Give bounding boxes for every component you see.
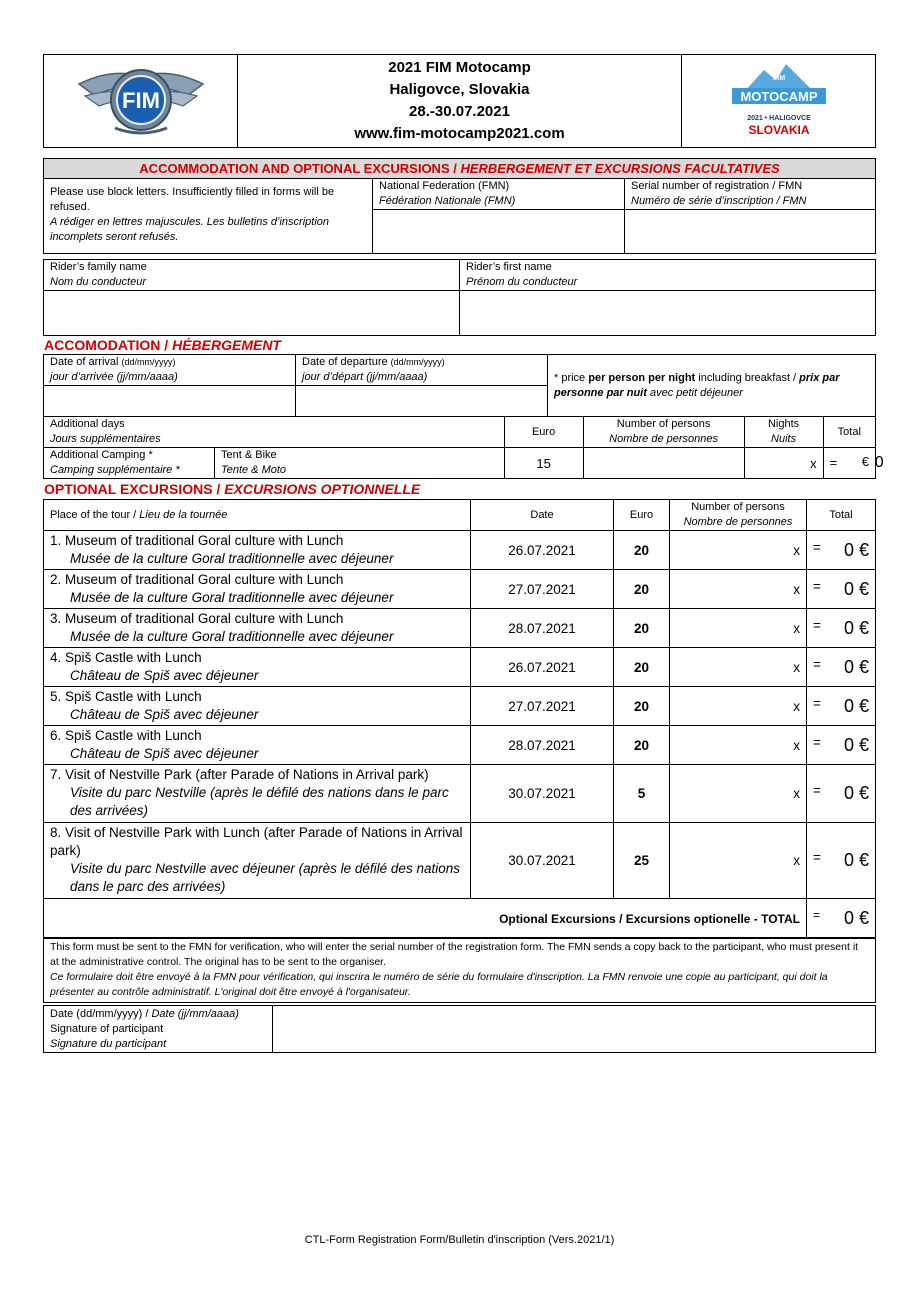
first-name-input[interactable] [460, 291, 876, 336]
camping-label-fr: Camping supplémentaire * [50, 464, 180, 476]
euro-header: Euro [504, 417, 583, 448]
family-name-input[interactable] [44, 291, 460, 336]
excursion-price: 20 [614, 570, 670, 609]
arrival-label-en: Date of arrival (dd/mm/yyyy) [50, 356, 176, 368]
col-total-header: Total [807, 500, 876, 531]
excursion-price: 20 [614, 687, 670, 726]
excursion-persons-input[interactable] [670, 648, 807, 687]
equals-sign: = [813, 783, 821, 798]
excursion-total-cell [807, 531, 876, 570]
excursion-total-cell [807, 570, 876, 609]
excursion-place-en: 6. Spiš Castle with Lunch [50, 728, 202, 743]
acc-excursions-table [43, 158, 876, 254]
svg-text:MOTOCAMP: MOTOCAMP [739, 88, 818, 104]
fmn-input[interactable] [373, 210, 625, 254]
excursion-date: 30.07.2021 [471, 765, 614, 823]
multiply-sign: x [793, 786, 800, 801]
instructions-fr: A rédiger en lettres majuscules. Les bulletins d’inscription incomplets seront refusés. [50, 216, 330, 243]
excursion-place-fr: Musée de la culture Goral traditionnelle avec déjeuner [70, 629, 394, 644]
serial-label-en: Serial number of registration / FMN [631, 180, 803, 192]
rider-table [43, 259, 876, 336]
equals-sign: = [813, 539, 821, 555]
excursion-row [44, 765, 876, 823]
excursion-row [44, 823, 876, 899]
excursion-price: 20 [614, 531, 670, 570]
event-dates: 28.-30.07.2021 [409, 103, 510, 120]
notice-en: This form must be sent to the FMN for verification, who will enter the serial number of the registration form. The FMN sends a copy back to the participant, who must present it at the administrative control. The original has to be sent to the organiser. [50, 941, 859, 968]
excursion-place-en: 3. Museum of traditional Goral culture with Lunch [50, 611, 344, 626]
excursion-total-cell [807, 648, 876, 687]
additional-days-table [43, 416, 884, 479]
equals-sign: = [829, 455, 838, 470]
excursion-row [44, 687, 876, 726]
excursion-total-cell [807, 609, 876, 648]
section-title-fr: HERBERGEMENT ET EXCURSIONS FACULTATIVES [460, 161, 780, 176]
notice-fr: Ce formulaire doit être envoyé à la FMN pour vérification, qui inscrira le numéro de série du formulaire d'inscription. La FMN renvoie une copie au participant, qui doit la présenter au contrôle administratif. L'original doit être envoyé à l'organisateur. [50, 971, 828, 998]
family-name-label-cell [44, 260, 460, 291]
event-title: 2021 FIM Motocamp [388, 59, 531, 76]
camping-total-value: 0 [874, 454, 884, 471]
svg-text:FIM: FIM [121, 87, 160, 113]
excursion-total: 0 € [843, 734, 869, 755]
excursion-row [44, 570, 876, 609]
excursion-place [44, 726, 471, 765]
multiply-sign: x [793, 737, 800, 753]
excursion-place [44, 823, 471, 899]
tent-label-en: Tent & Bike [221, 449, 277, 461]
excursion-row [44, 609, 876, 648]
section-title-en: ACCOMMODATION AND OPTIONAL EXCURSIONS / [139, 161, 461, 176]
arrival-label-fr: jour d’arrivée (jj/mm/aaaa) [50, 371, 178, 383]
multiply-sign: x [793, 659, 800, 675]
excursion-price: 20 [614, 648, 670, 687]
header-table [43, 54, 876, 148]
excursions-title: OPTIONAL EXCURSIONS / EXCURSIONS OPTIONNELLE [44, 481, 421, 497]
departure-label-en: Date of departure (dd/mm/yyyy) [302, 356, 445, 368]
excursion-persons-input[interactable] [670, 570, 807, 609]
excursion-total-cell [807, 687, 876, 726]
persons-header: Number of persons Nombre de personnes [583, 417, 744, 448]
signature-input[interactable] [273, 1006, 876, 1053]
camping-total-currency: € [861, 454, 869, 469]
departure-label-fr: jour d’départ (jj/mm/aaaa) [302, 371, 428, 383]
signature-table [43, 1005, 876, 1053]
col-place-header: Place of the tour / Lieu de la tournée [44, 500, 471, 531]
event-title-cell [238, 55, 682, 148]
equals-sign: = [813, 656, 821, 672]
multiply-sign: x [793, 620, 800, 636]
svg-text:2021 • HALIGOVCE: 2021 • HALIGOVCE [746, 114, 811, 122]
excursion-date: 27.07.2021 [471, 687, 614, 726]
excursion-total: 0 € [843, 783, 869, 803]
motocamp-logo [724, 58, 834, 142]
multiply-sign: x [810, 455, 817, 471]
first-name-label-cell [460, 260, 876, 291]
excursion-date: 26.07.2021 [471, 648, 614, 687]
departure-input[interactable] [296, 386, 548, 417]
motocamp-logo-cell [682, 55, 876, 148]
col-euro-header: Euro [614, 500, 670, 531]
camping-label-cell [44, 448, 215, 479]
price-note-cell: * price per person per night including breakfast / prix par personne par nuit avec petit déjeuner [548, 355, 876, 417]
excursion-place-en: 7. Visit of Nestville Park (after Parade of Nations in Arrival park) [50, 767, 429, 782]
camping-nights-input[interactable] [744, 448, 823, 479]
excursion-place [44, 765, 471, 823]
excursions-total-cell: = 0 € [807, 899, 876, 939]
svg-text:SLOVAKIA: SLOVAKIA [747, 122, 810, 137]
excursion-price: 20 [614, 726, 670, 765]
multiply-sign: x [793, 853, 800, 868]
excursion-total: 0 € [843, 617, 869, 638]
excursion-row [44, 531, 876, 570]
excursion-total-cell [807, 726, 876, 765]
excursion-total: 0 € [843, 656, 869, 677]
excursion-rows [44, 531, 876, 899]
fmn-label-cell [373, 179, 625, 210]
excursion-place [44, 531, 471, 570]
family-name-label-fr: Nom du conducteur [50, 276, 146, 288]
excursion-persons-input[interactable] [670, 726, 807, 765]
excursion-price: 20 [614, 609, 670, 648]
event-website: www.fim-motocamp2021.com [354, 125, 565, 142]
excursion-place [44, 570, 471, 609]
additional-days-label-cell [44, 417, 505, 448]
equals-sign: = [813, 578, 821, 594]
excursion-persons-input[interactable] [670, 687, 807, 726]
svg-text:FIM: FIM [772, 74, 785, 82]
excursions-total-label: Optional Excursions / Excursions optionelle - TOTAL [44, 899, 807, 939]
notice-box [43, 937, 876, 1003]
excursions-table [43, 499, 876, 939]
section-header [44, 159, 876, 179]
arrival-label-cell [44, 355, 296, 386]
excursion-place-fr: Château de Spiš avec déjeuner [70, 668, 259, 683]
nights-header: Nights Nuits [744, 417, 823, 448]
instructions-en: Please use block letters. Insufficiently filled in forms will be refused. [50, 186, 335, 213]
event-location: Haligovce, Slovakia [389, 81, 530, 98]
multiply-sign: x [793, 698, 800, 714]
excursion-place [44, 648, 471, 687]
excursion-price: 5 [614, 765, 670, 823]
tent-label-cell [215, 448, 505, 479]
excursion-total: 0 € [843, 578, 869, 599]
equals-sign: = [813, 617, 821, 633]
excursion-total-cell [807, 765, 876, 823]
multiply-sign: x [793, 581, 800, 597]
additional-days-label-en: Additional days [50, 418, 125, 430]
camping-price: 15 [504, 448, 583, 479]
serial-input[interactable] [625, 210, 876, 254]
excursion-persons-input[interactable] [670, 765, 807, 823]
excursion-date: 30.07.2021 [471, 823, 614, 899]
equals-sign: = [813, 850, 821, 865]
excursion-place-en: 8. Visit of Nestville Park with Lunch (after Parade of Nations in Arrival park) [50, 825, 463, 858]
additional-days-label-fr: Jours supplémentaires [50, 433, 161, 445]
fim-logo-cell [44, 55, 238, 148]
signature-date-label: Date (dd/mm/yyyy) / Date (jj/mm/aaaa) [50, 1008, 239, 1020]
excursion-date: 26.07.2021 [471, 531, 614, 570]
excursion-place-en: 1. Museum of traditional Goral culture with Lunch [50, 533, 344, 548]
excursion-place-en: 5. Spiš Castle with Lunch [50, 689, 202, 704]
excursion-persons-input[interactable] [670, 609, 807, 648]
fim-logo [71, 62, 211, 138]
col-persons-header: Number of persons Nombre de personnes [670, 500, 807, 531]
signature-label-cell [44, 1006, 273, 1053]
excursion-total: 0 € [843, 695, 869, 716]
excursion-row [44, 726, 876, 765]
multiply-sign: x [793, 542, 800, 558]
excursion-place-fr: Château de Spiš avec déjeuner [70, 746, 259, 761]
footer-text: CTL-Form Registration Form/Bulletin d'inscription (Vers.2021/1) [304, 1234, 615, 1246]
excursion-place-fr: Visite du parc Nestville avec déjeuner (après le défilé des nations dans le parc des arrivées) [70, 861, 460, 894]
camping-persons-input[interactable] [583, 448, 744, 479]
signature-label-en: Signature of participant [50, 1023, 164, 1035]
equals-sign: = [813, 695, 821, 711]
camping-total-cell [823, 448, 884, 479]
excursion-date: 28.07.2021 [471, 609, 614, 648]
total-header: Total [823, 417, 875, 448]
excursion-row [44, 648, 876, 687]
accommodation-dates-table [43, 354, 876, 417]
excursion-place-en: 4. Spiš Castle with Lunch [50, 650, 202, 665]
camping-label-en: Additional Camping * [50, 449, 153, 461]
excursion-total-cell [807, 823, 876, 899]
instructions-cell [44, 179, 373, 254]
excursion-persons-input[interactable] [670, 531, 807, 570]
excursion-place-fr: Visite du parc Nestville (après le défilé des nations dans le parc des arrivées) [70, 785, 449, 818]
departure-label-cell [296, 355, 548, 386]
serial-label-fr: Numéro de série d’inscription / FMN [631, 195, 807, 207]
fmn-label-fr: Fédération Nationale (FMN) [379, 195, 516, 207]
excursion-place-fr: Château de Spiš avec déjeuner [70, 707, 259, 722]
fmn-label-en: National Federation (FMN) [379, 180, 510, 192]
excursion-place [44, 687, 471, 726]
tent-label-fr: Tente & Moto [221, 464, 287, 476]
serial-label-cell [625, 179, 876, 210]
excursion-date: 28.07.2021 [471, 726, 614, 765]
excursions-grand-total: 0 € [843, 908, 869, 928]
excursion-total: 0 € [843, 850, 869, 870]
excursion-date: 27.07.2021 [471, 570, 614, 609]
family-name-label-en: Rider’s family name [50, 261, 147, 273]
excursion-persons-input[interactable] [670, 823, 807, 899]
excursion-place [44, 609, 471, 648]
equals-sign: = [813, 734, 821, 750]
excursion-total: 0 € [843, 539, 869, 560]
first-name-label-fr: Prénom du conducteur [466, 276, 578, 288]
excursion-place-fr: Musée de la culture Goral traditionnelle avec déjeuner [70, 590, 394, 605]
col-date-header: Date [471, 500, 614, 531]
excursion-place-fr: Musée de la culture Goral traditionnelle avec déjeuner [70, 551, 394, 566]
arrival-input[interactable] [44, 386, 296, 417]
first-name-label-en: Rider’s first name [466, 261, 552, 273]
excursion-place-en: 2. Museum of traditional Goral culture with Lunch [50, 572, 344, 587]
accommodation-title: ACCOMODATION / HÉBERGEMENT [44, 337, 281, 353]
excursion-price: 25 [614, 823, 670, 899]
signature-label-fr: Signature du participant [50, 1038, 167, 1050]
